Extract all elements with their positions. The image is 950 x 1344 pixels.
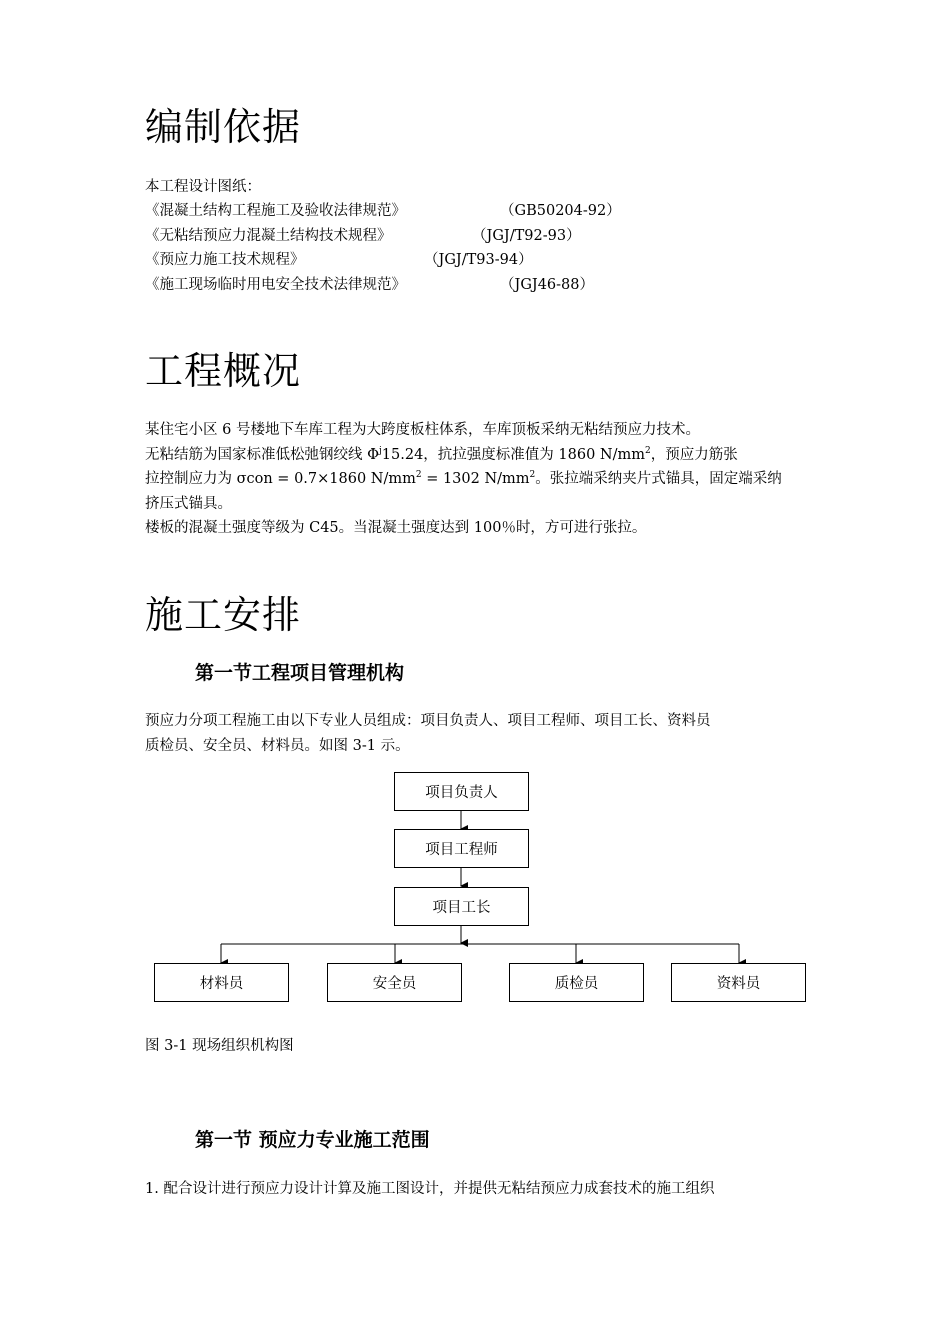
ref-code-1: （GB50204-92） (500, 203, 621, 219)
section-title-arrangement: 施工安排 (145, 593, 302, 637)
management-para-line-2: 质检员、安全员、材料员。如图 3-1 示。 (145, 737, 410, 754)
overview-para-2-line-3: 挤压式锚具。 (145, 495, 232, 512)
subsection-title-management: 第一节工程项目管理机构 (195, 662, 405, 684)
org-box-project-foreman: 项目工长 (394, 887, 529, 926)
ref-name-3: 《预应力施工技术规程》 (145, 252, 305, 268)
ref-name-2: 《无粘结预应力混凝土结构技术规程》 (145, 228, 392, 244)
ref-name-4: 《施工现场临时用电安全技术法律规范》 (145, 277, 406, 293)
overview-para-2-line-2: 拉控制应力为 σcon = 0.7×1860 $N/mm^2 = 1302$ $N/mm^2$。张拉端采纳夹片式锚具，固定端采纳 (145, 470, 782, 487)
subsection-title-scope: 第一节 预应力专业施工范围 (195, 1129, 430, 1151)
org-box-project-engineer: 项目工程师 (394, 829, 529, 868)
ref-name-1: 《混凝土结构工程施工及验收法律规范》 (145, 203, 406, 219)
basis-intro: 本工程设计图纸： (145, 179, 261, 195)
org-box-quality-inspector: 质检员 (509, 963, 644, 1002)
scope-item-1 (145, 1177, 810, 1202)
management-para-line-1: 预应力分项工程施工由以下专业人员组成：项目负责人、项目工程师、项目工长、资料员 (145, 713, 711, 729)
overview-para-1: 某住宅小区 6 号楼地下车库工程为大跨度板柱体系，车库顶板采纳无粘结预应力技术。 (145, 422, 700, 438)
ref-code-3: （JGJ/T93-94） (424, 252, 533, 268)
section-title-overview: 工程概况 (145, 349, 302, 393)
org-box-materials-clerk: 材料员 (154, 963, 289, 1002)
figure-caption: 图 3-1 现场组织机构图 (145, 1038, 294, 1054)
org-box-safety-officer: 安全员 (327, 963, 462, 1002)
org-box-document-clerk: 资料员 (671, 963, 806, 1002)
ref-code-2: （JGJ/T92-93） (472, 228, 581, 244)
overview-para-2-line-1: 无粘结筋为国家标准低松弛钢绞线 $\Phi^j15.24$，抗拉强度标准值为 1860 $N/mm^2$，预应力筋张 (145, 445, 738, 463)
overview-para-3: 楼板的混凝土强度等级为 C45。当混凝土强度达到 100％时，方可进行张拉。 (145, 520, 647, 536)
section-title-basis: 编制依据 (145, 105, 302, 149)
ref-code-4: （JGJ46-88） (500, 277, 595, 293)
org-box-project-leader: 项目负责人 (394, 772, 529, 811)
scope-item-1-text: 1. 配合设计进行预应力设计计算及施工图设计，并提供无粘结预应力成套技术的施工组织 (145, 1181, 715, 1197)
